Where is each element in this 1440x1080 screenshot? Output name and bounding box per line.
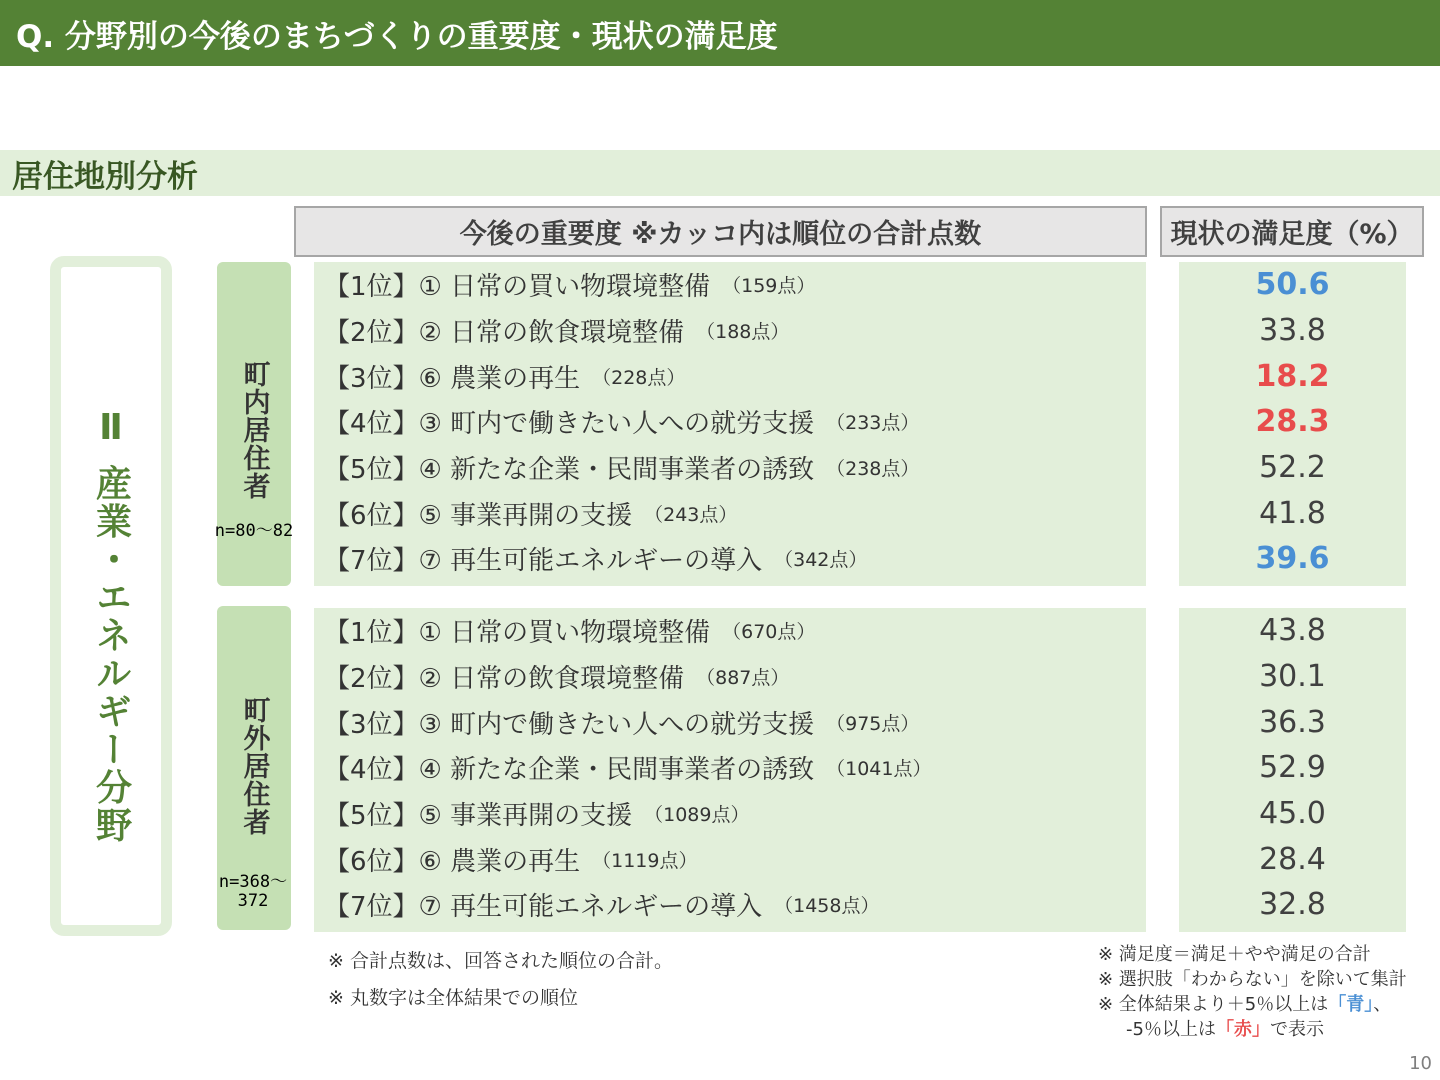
satisfaction-value: 33.8 <box>1259 313 1326 349</box>
rank-points: （188点） <box>696 321 790 344</box>
rank-item: 【4位】③ 町内で働きたい人への就労支援 <box>324 409 815 440</box>
ranking-row <box>314 536 1146 582</box>
page-title: Q. 分野別の今後のまちづくりの重要度・現状の満足度 <box>0 0 1440 66</box>
note-excluded-option: ※ 選択肢「わからない」を除いて集計 <box>1098 969 1407 990</box>
rank-item: 【4位】④ 新たな企業・民間事業者の誘致 <box>324 755 815 786</box>
satisfaction-value: 52.9 <box>1259 750 1326 786</box>
ranking-row <box>314 836 1146 882</box>
satisfaction-list-out <box>1179 608 1406 932</box>
satisfaction-value: 18.2 <box>1255 358 1330 394</box>
ranking-row <box>314 399 1146 445</box>
satisfaction-value: 28.3 <box>1255 404 1330 440</box>
ranking-row <box>314 882 1146 928</box>
satisfaction-value: 50.6 <box>1255 267 1330 303</box>
ranking-list-in <box>314 262 1146 586</box>
note-text: -5％以上は <box>1126 1019 1216 1040</box>
rank-points: （159点） <box>722 275 816 298</box>
satisfaction-value: 52.2 <box>1259 450 1326 486</box>
rank-item: 【6位】⑥ 農業の再生 <box>324 846 581 877</box>
rank-points: （975点） <box>826 712 920 735</box>
page-number: 10 <box>1409 1053 1432 1074</box>
satisfaction-header: 現状の満足度（%） <box>1160 206 1424 257</box>
rank-points: （233点） <box>826 412 920 435</box>
note-text: 、 <box>1373 994 1392 1015</box>
resident-label-out: 町外居住者 <box>238 696 270 836</box>
ranking-row <box>314 308 1146 354</box>
rank-item: 【5位】⑤ 事業再開の支援 <box>324 801 633 832</box>
rank-points: （238点） <box>826 458 920 481</box>
importance-header: 今後の重要度 ※カッコ内は順位の合計点数 <box>294 206 1147 257</box>
ranking-row <box>314 745 1146 791</box>
rank-points: （342点） <box>774 549 868 572</box>
satisfaction-value: 45.0 <box>1259 796 1326 832</box>
ranking-row <box>314 353 1146 399</box>
field-label: Ⅱ 産業・エネルギー分野 <box>90 407 132 845</box>
ranking-row <box>314 654 1146 700</box>
rank-item: 【5位】④ 新たな企業・民間事業者の誘致 <box>324 455 815 486</box>
rank-item: 【2位】② 日常の飲食環境整備 <box>324 318 685 349</box>
rank-item: 【2位】② 日常の飲食環境整備 <box>324 664 685 695</box>
section-heading: 居住地別分析 <box>0 150 1440 196</box>
rank-points: （243点） <box>644 503 738 526</box>
rank-item: 【1位】① 日常の買い物環境整備 <box>324 272 711 303</box>
rank-item: 【3位】⑥ 農業の再生 <box>324 363 581 394</box>
note-satisfaction-definition: ※ 満足度＝満足＋やや満足の合計 <box>1098 944 1371 965</box>
ranking-row <box>314 699 1146 745</box>
rank-item: 【7位】⑦ 再生可能エネルギーの導入 <box>324 892 763 923</box>
field-label-box <box>50 256 172 936</box>
satisfaction-value: 41.8 <box>1259 495 1326 531</box>
red-label: 「赤」 <box>1215 1019 1270 1040</box>
blue-label: 「青」 <box>1328 994 1374 1015</box>
rank-points: （670点） <box>722 621 816 644</box>
ranking-row <box>314 608 1146 654</box>
satisfaction-value: 30.1 <box>1259 659 1326 695</box>
note-blue-rule <box>1098 992 1438 1017</box>
note-text: で表示 <box>1269 1019 1324 1040</box>
satisfaction-value: 36.3 <box>1259 704 1326 740</box>
ranking-row <box>314 445 1146 491</box>
satisfaction-value: 28.4 <box>1259 841 1326 877</box>
rank-item: 【3位】③ 町内で働きたい人への就労支援 <box>324 709 815 740</box>
satisfaction-value: 32.8 <box>1259 887 1326 923</box>
rank-points: （1041点） <box>826 758 932 781</box>
footnote-circled-numbers: ※ 丸数字は全体結果での順位 <box>328 987 578 1009</box>
rank-points: （1119点） <box>592 849 698 872</box>
legend-notes <box>1098 942 1438 1042</box>
ranking-list-out <box>314 608 1146 932</box>
rank-points: （228点） <box>592 366 686 389</box>
ranking-row <box>314 490 1146 536</box>
footnote-total-points: ※ 合計点数は、回答された順位の合計。 <box>328 950 673 972</box>
note-red-rule <box>1098 1017 1438 1042</box>
rank-points: （1089点） <box>644 804 750 827</box>
sample-size-out: n=368～372 <box>218 872 288 911</box>
ranking-row <box>314 262 1146 308</box>
sample-size-in: n=80～82 <box>214 521 294 541</box>
rank-points: （1458点） <box>774 895 880 918</box>
rank-item: 【6位】⑤ 事業再開の支援 <box>324 500 633 531</box>
ranking-row <box>314 791 1146 837</box>
rank-item: 【7位】⑦ 再生可能エネルギーの導入 <box>324 546 763 577</box>
resident-label-in: 町内居住者 <box>238 360 270 500</box>
satisfaction-list-in <box>1179 262 1406 586</box>
rank-item: 【1位】① 日常の買い物環境整備 <box>324 618 711 649</box>
rank-points: （887点） <box>696 667 790 690</box>
satisfaction-value: 39.6 <box>1255 541 1330 577</box>
satisfaction-value: 43.8 <box>1259 613 1326 649</box>
note-text: ※ 全体結果より＋5％以上は <box>1098 994 1329 1015</box>
